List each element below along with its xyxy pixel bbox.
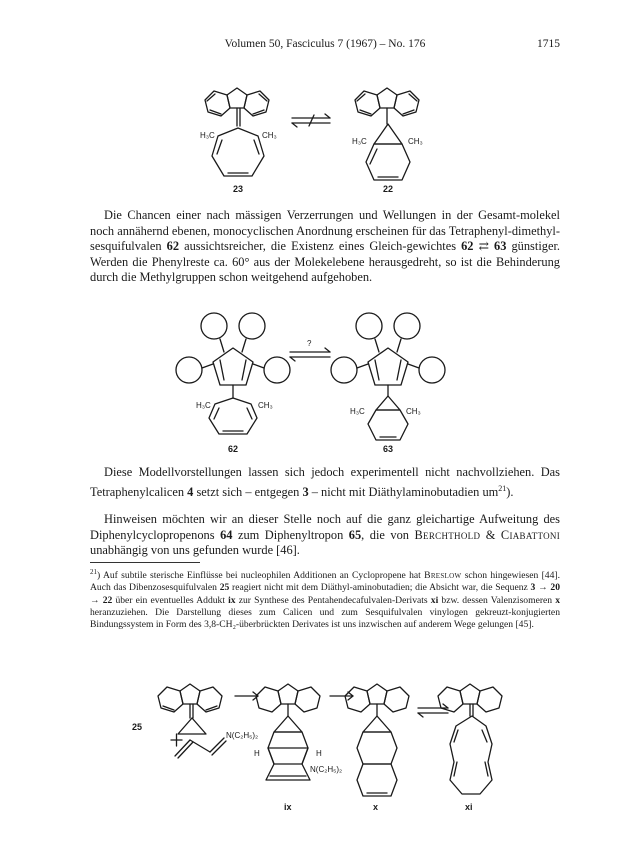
reaction-arrow xyxy=(235,692,258,700)
compound-ref: 22 xyxy=(102,594,113,606)
text: bzw. dessen Valenzisomeren xyxy=(438,594,556,606)
compound-ref: 62 xyxy=(461,239,474,254)
amine-label: N(C₂H₅)₂ xyxy=(226,731,259,740)
compound-label-xi: xi xyxy=(465,802,473,812)
paragraph-hinweis xyxy=(90,512,560,559)
phenyl-ring xyxy=(264,357,290,383)
phenyl-ring xyxy=(419,357,445,383)
text: ) Auf subtile sterische Einflüsse bei nucleophilen Additionen an Cyclopropene hat xyxy=(97,570,425,582)
equilibrium-arrow xyxy=(418,704,448,717)
hydrogen-label: H xyxy=(254,749,260,758)
text: unabhängig von uns gefunden wurde [46]. xyxy=(90,543,300,558)
text: ). xyxy=(506,484,514,499)
arrow: → xyxy=(90,594,103,606)
text: Hinweisen möchten wir an dieser Stelle noch auf die ganz gleichartige Aufweitung des Diphenylcyclopropenons xyxy=(90,512,560,542)
compound-ref: 3 xyxy=(530,582,536,594)
methyl-label: CH₃ xyxy=(408,137,423,146)
compound-ref: ix xyxy=(228,594,236,606)
phenyl-ring xyxy=(176,357,202,383)
compound-label-22: 22 xyxy=(383,184,394,194)
author-name: Ciabattoni xyxy=(500,527,560,542)
compound-label-63: 63 xyxy=(383,444,394,454)
norcaradiene-ring-22 xyxy=(366,124,410,180)
fulvalene-xi xyxy=(438,684,502,794)
text: – nicht mit Diäthylaminobutadien um xyxy=(308,484,499,499)
text: günstiger. Werden die Phenylreste ca. 60° aus der Molekelebene herausgedreht, so ist die Behinderung durch die Methylgruppen schon weitgehend aufgehoben. xyxy=(90,239,560,285)
scheme-62-63 xyxy=(0,300,624,460)
fluorenylidene-23 xyxy=(205,88,269,126)
tetraphenyl-63 xyxy=(331,313,445,440)
equilibrium-arrow xyxy=(292,114,330,127)
paragraph-model xyxy=(90,465,560,500)
text: & xyxy=(480,527,501,542)
methyl-label: CH₃ xyxy=(262,131,277,140)
text: , die von xyxy=(361,527,415,542)
compound-ref: 62 xyxy=(166,239,180,254)
tetraphenyl-62 xyxy=(176,313,290,434)
compound-ref: x xyxy=(555,594,560,606)
compound-ref: 20 xyxy=(550,582,561,594)
arrow: → xyxy=(535,582,551,594)
footnote-number: 21 xyxy=(90,568,97,576)
text: setzt sich – entgegen xyxy=(193,484,303,499)
hydrogen-label: H xyxy=(316,749,322,758)
scheme-23-22 xyxy=(0,60,624,200)
phenyl-ring xyxy=(394,313,420,339)
author-name: Berchthold xyxy=(414,527,481,542)
methyl-label: H₃C xyxy=(196,401,211,410)
compound-ref: 64 xyxy=(220,527,233,542)
text: schon hingewiesen [44]. Auch das Dibenzosesquifulvalen xyxy=(90,570,560,594)
equilibrium-symbol: ⇄ xyxy=(473,239,495,254)
methyl-label: H₃C xyxy=(352,137,367,146)
journal-reference: Volumen 50, Fasciculus 7 (1967) – No. 176 xyxy=(224,38,426,50)
fluorenylidene-22 xyxy=(355,88,419,124)
text: zum Diphenyltropon xyxy=(232,527,349,542)
phenyl-ring xyxy=(331,357,357,383)
compound-ref: 63 xyxy=(494,239,507,254)
heptafulvene-ring-23 xyxy=(212,128,264,176)
compound-label-ix: ix xyxy=(284,802,292,812)
compound-ref: 3 xyxy=(302,484,309,499)
methyl-label: H₃C xyxy=(200,131,215,140)
text: zur Synthese des Pentahendecafulvalen-Derivats xyxy=(235,594,431,606)
text: Diese Modellvorstellungen lassen sich jedoch experimentell nicht nachvollziehen. Das Tetraphenylcalicen xyxy=(90,465,560,499)
text: über ein eventuelles Addukt xyxy=(112,594,229,606)
compound-label-25: 25 xyxy=(132,722,143,732)
compound-label-62: 62 xyxy=(228,444,239,454)
footnote xyxy=(90,566,560,631)
compound-ref: 4 xyxy=(187,484,194,499)
compound-ref: 65 xyxy=(348,527,362,542)
compound-ref: xi xyxy=(430,594,439,606)
compound-x xyxy=(345,684,409,796)
compound-label-23: 23 xyxy=(233,184,244,194)
text: reagiert nicht mit dem Diäthyl-aminobutadien; die Absicht war, die Sequenz xyxy=(229,582,531,594)
methyl-label: CH₃ xyxy=(258,401,273,410)
page-number: 1715 xyxy=(537,38,560,50)
footnote-ref: 21 xyxy=(498,483,507,493)
author-name: Breslow xyxy=(424,570,462,582)
scheme-25-ix-x-xi xyxy=(0,668,624,864)
equilibrium-arrow xyxy=(290,348,330,361)
arrow-question: ? xyxy=(307,339,312,348)
paragraph-tetraphenyl xyxy=(90,208,560,286)
amine-label: N(C₂H₅)₂ xyxy=(310,765,343,774)
text: aussichtsreicher, die Existenz eines Gleich-gewichtes xyxy=(179,239,462,254)
fluorene-25 xyxy=(158,684,222,734)
phenyl-ring xyxy=(239,313,265,339)
phenyl-ring xyxy=(201,313,227,339)
methyl-label: H₃C xyxy=(350,407,365,416)
phenyl-ring xyxy=(356,313,382,339)
methyl-label: CH₃ xyxy=(406,407,421,416)
diene-reagent xyxy=(171,734,226,758)
reaction-arrow xyxy=(330,692,353,700)
footnote-rule xyxy=(90,562,200,563)
compound-label-x: x xyxy=(373,802,379,812)
text: heranzuziehen. Die Darstellung dieses zum Calicen und zum Sesquifulvalen vinylogen gekreuzt-konjugierten Bindungssystem in Form des 3,8-CH₂-überbrückten Derivates ist uns inzwischen auf anderem Wege gelungen [45]. xyxy=(90,606,560,630)
text: Die Chancen einer nach mässigen Verzerrungen und Wellungen in der Gesamt-molekel noch annähernd ebenen, monocyclischen Anordnung erscheinen für das Tetraphenyl-dimethyl-sesquifulvalen xyxy=(90,208,560,254)
compound-ref: 25 xyxy=(219,582,230,594)
